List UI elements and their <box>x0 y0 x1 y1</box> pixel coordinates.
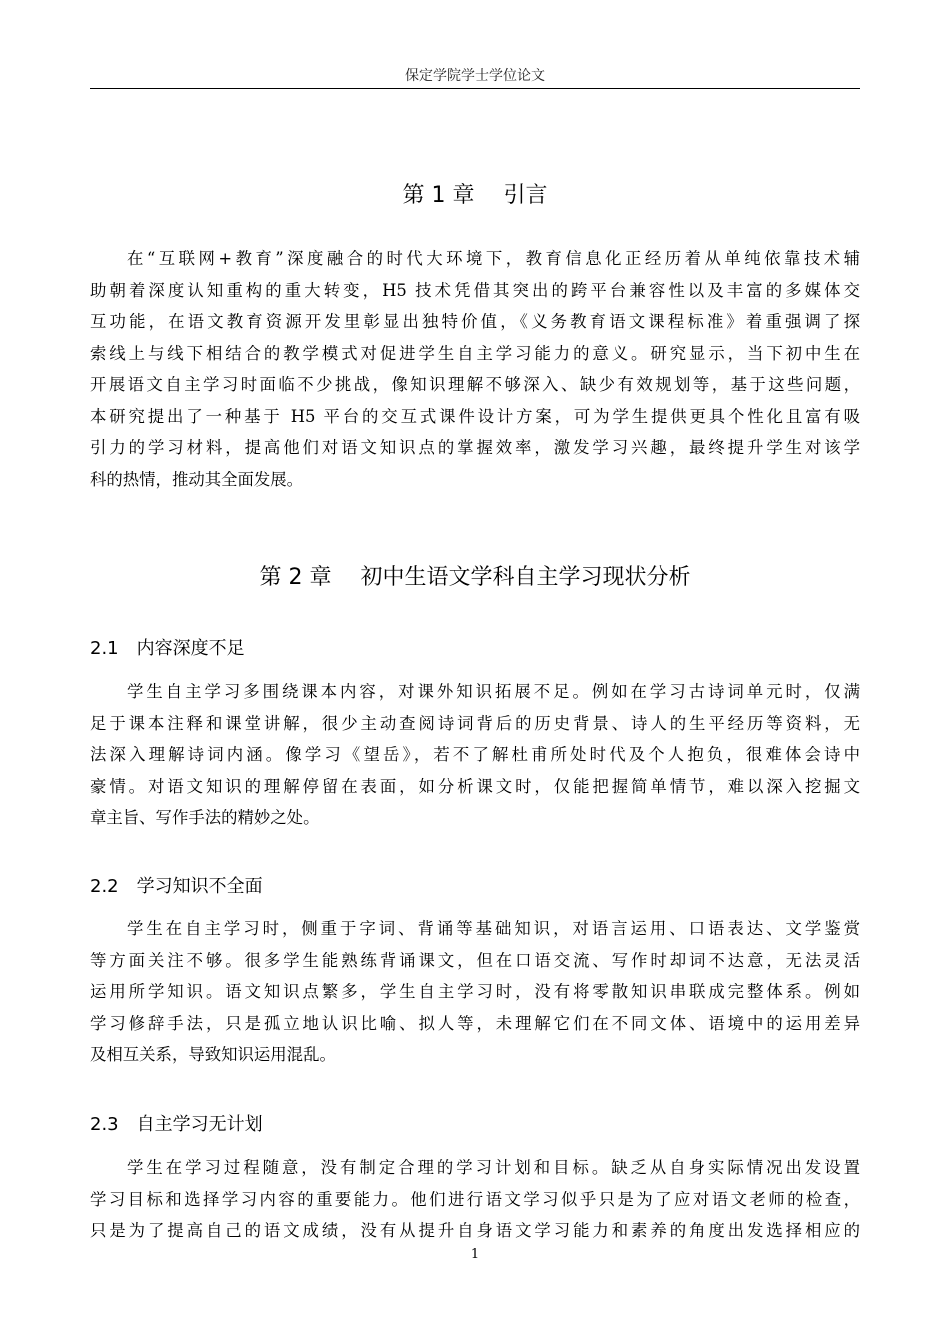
chapter-1-paragraph <box>90 243 860 495</box>
section-2-1-title: 2.1 内容深度不足 <box>90 638 245 659</box>
section-2-3-title: 2.3 自主学习无计划 <box>90 1114 263 1135</box>
page-number: 1 <box>470 1247 480 1262</box>
header-divider <box>90 88 860 89</box>
paragraph-line: 运用所学知识。语文知识点繁多，学生自主学习时，没有将零散知识串联成完整体系。例如 <box>90 982 860 1001</box>
paragraph-line: 引力的学习材料，提高他们对语文知识点的掌握效率，激发学习兴趣，最终提升学生对该学 <box>90 438 860 457</box>
paragraph-line: 学生在学习过程随意，没有制定合理的学习计划和目标。缺乏从自身实际情况出发设置 <box>127 1158 860 1177</box>
paragraph-line: 豪情。对语文知识的理解停留在表面，如分析课文时，仅能把握简单情节，难以深入挖掘文 <box>90 776 860 796</box>
paragraph-line: 学生在自主学习时，侧重于字词、背诵等基础知识，对语言运用、口语表达、文学鉴赏 <box>127 919 860 938</box>
paragraph-line: 索线上与线下相结合的教学模式对促进学生自主学习能力的意义。研究显示，当下初中生在 <box>90 343 860 363</box>
chapter-2-title: 第 2 章 初中生语文学科自主学习现状分析 <box>259 565 691 590</box>
paragraph-line: 等方面关注不够。很多学生能熟练背诵课文，但在口语交流、写作时却词不达意，无法灵活 <box>90 950 860 970</box>
paragraph-line: 互功能，在语文教育资源开发里彰显出独特价值，《义务教育语文课程标准》着重强调了探 <box>90 312 860 331</box>
section-2-2-paragraph <box>90 913 860 1071</box>
paragraph-line: 只是为了提高自己的语文成绩，没有从提升自身语文学习能力和素养的角度出发选择相应的 <box>90 1221 860 1240</box>
paragraph-line: 科的热情，推动其全面发展。 <box>90 469 304 489</box>
section-2-1-paragraph <box>90 676 860 834</box>
paragraph-line: 开展语文自主学习时面临不少挑战，像知识理解不够深入、缺少有效规划等，基于这些问题， <box>90 375 860 394</box>
paragraph-line: 足于课本注释和课堂讲解，很少主动查阅诗词背后的历史背景、诗人的生平经历等资料，无 <box>90 713 860 733</box>
paragraph-line: 学习修辞手法，只是孤立地认识比喻、拟人等，未理解它们在不同文体、语境中的运用差异 <box>90 1013 860 1033</box>
section-2-2-title: 2.2 学习知识不全面 <box>90 876 263 897</box>
paragraph-line: 本研究提出了一种基于 H5 平台的交互式课件设计方案，可为学生提供更具个性化且富有吸 <box>90 406 860 426</box>
paragraph-line: 学习目标和选择学习内容的重要能力。他们进行语文学习似乎只是为了应对语文老师的检查， <box>90 1189 860 1209</box>
paragraph-line: 助朝着深度认知重构的重大转变，H5 技术凭借其突出的跨平台兼容性以及丰富的多媒体交 <box>90 280 860 300</box>
chapter-1-title: 第 1 章 引言 <box>402 183 548 208</box>
paragraph-line: 学生自主学习多围绕课本内容，对课外知识拓展不足。例如在学习古诗词单元时，仅满 <box>127 682 860 701</box>
running-header: 保定学院学士学位论文 <box>405 68 545 84</box>
paragraph-line: 章主旨、写作手法的精妙之处。 <box>90 808 320 827</box>
paragraph-line: 在“互联网+教育”深度融合的时代大环境下，教育信息化正经历着从单纯依靠技术辅 <box>127 249 860 268</box>
section-2-3-paragraph <box>90 1152 860 1247</box>
paragraph-line: 及相互关系，导致知识运用混乱。 <box>90 1045 336 1064</box>
paragraph-line: 法深入理解诗词内涵。像学习《望岳》，若不了解杜甫所处时代及个人抱负，很难体会诗中 <box>90 745 860 764</box>
